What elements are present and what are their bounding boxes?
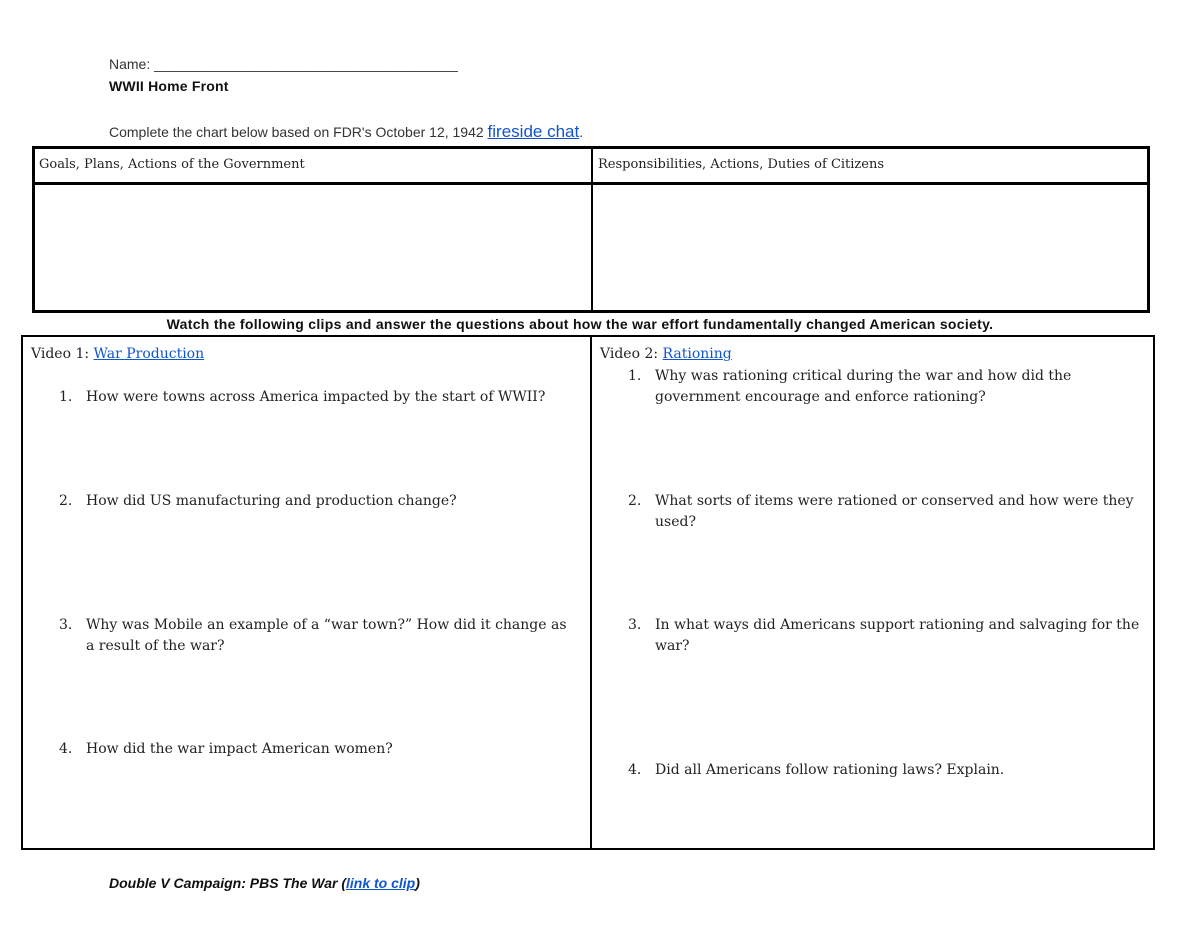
- video-2-question: [628, 366, 1140, 408]
- watch-instruction: Watch the following clips and answer the questions about how the war effort fundamentally changed American society.: [166, 316, 994, 332]
- war-production-link[interactable]: War Production: [93, 346, 205, 362]
- video-2-heading: [600, 346, 732, 362]
- video-2-question: [628, 615, 1140, 657]
- question-number: 1.: [628, 368, 642, 384]
- government-answer-cell[interactable]: [35, 185, 591, 310]
- instruction-text: Complete the chart below based on FDR's October 12, 1942: [109, 124, 488, 140]
- video-column-divider: [590, 337, 592, 848]
- question-number: 2.: [628, 493, 642, 509]
- citizens-answer-cell[interactable]: [593, 185, 1147, 310]
- question-text: Why was Mobile an example of a “war town?” How did it change as a result of the war?: [86, 617, 567, 654]
- video-1-question: [59, 387, 569, 408]
- name-field[interactable]: Name: _______________________________________: [109, 56, 458, 72]
- video-2-question: [628, 491, 1140, 533]
- double-v-close-paren: ): [415, 875, 420, 891]
- video-1-question: [59, 739, 569, 760]
- question-text: How did the war impact American women?: [86, 741, 393, 757]
- question-number: 3.: [628, 617, 642, 633]
- chart-instruction: [109, 122, 583, 142]
- video-2-question: [628, 760, 1140, 781]
- question-text: In what ways did Americans support rationing and salvaging for the war?: [655, 617, 1140, 654]
- double-v-label: Double V Campaign: PBS The War (: [109, 875, 346, 891]
- citizens-column-header: Responsibilities, Actions, Duties of Citizens: [598, 157, 885, 172]
- fireside-chart-table: [32, 146, 1150, 313]
- video-2-label: Video 2:: [600, 346, 663, 362]
- video-1-question: [59, 491, 569, 512]
- video-questions-table: [21, 335, 1155, 850]
- video-1-heading: [31, 346, 204, 362]
- government-column-header: Goals, Plans, Actions of the Government: [39, 157, 305, 172]
- double-v-campaign-line: [109, 875, 420, 891]
- instruction-period: .: [579, 124, 584, 140]
- rationing-link[interactable]: Rationing: [662, 346, 732, 362]
- video-1-question: [59, 615, 569, 657]
- question-number: 2.: [59, 493, 73, 509]
- document-title: WWII Home Front: [109, 78, 229, 94]
- fireside-chat-link[interactable]: fireside chat: [487, 122, 580, 141]
- question-text: Did all Americans follow rationing laws? Explain.: [655, 762, 1005, 778]
- question-text: How did US manufacturing and production change?: [86, 493, 457, 509]
- question-number: 1.: [59, 389, 73, 405]
- question-text: Why was rationing critical during the war and how did the government encourage and enforce rationing?: [655, 368, 1072, 405]
- link-to-clip[interactable]: link to clip: [346, 875, 416, 891]
- question-number: 4.: [628, 762, 642, 778]
- question-number: 3.: [59, 617, 73, 633]
- question-text: How were towns across America impacted by the start of WWII?: [86, 389, 546, 405]
- question-text: What sorts of items were rationed or conserved and how were they used?: [655, 493, 1134, 530]
- video-1-label: Video 1:: [31, 346, 94, 362]
- question-number: 4.: [59, 741, 73, 757]
